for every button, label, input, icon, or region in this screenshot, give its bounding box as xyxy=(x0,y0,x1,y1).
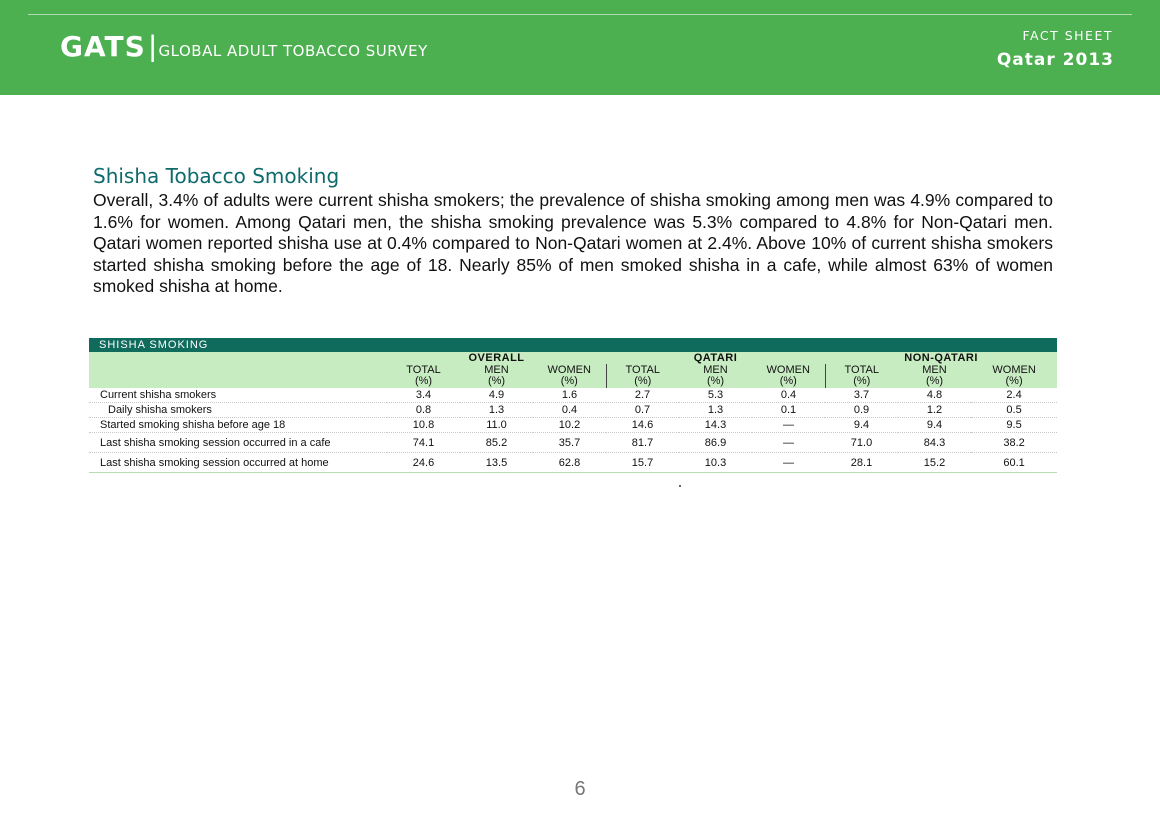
column-header-label: TOTAL xyxy=(406,364,441,376)
table-cell: 9.4 xyxy=(898,418,971,433)
group-header-qatari: QATARI xyxy=(606,352,825,364)
table-cell: 3.4 xyxy=(387,388,460,403)
table-cell: 60.1 xyxy=(971,453,1057,473)
row-label: Last shisha smoking session occurred in a cafe xyxy=(89,433,387,453)
table-cell: 4.9 xyxy=(460,388,533,403)
row-label: Current shisha smokers xyxy=(89,388,387,403)
table-cell: 3.7 xyxy=(825,388,898,403)
column-header-label: WOMEN xyxy=(766,364,810,376)
table-cell: 0.8 xyxy=(387,403,460,418)
column-header-label: TOTAL xyxy=(625,364,660,376)
table-cell: 24.6 xyxy=(387,453,460,473)
column-header-unit: (%) xyxy=(414,375,433,387)
table-cell: 81.7 xyxy=(606,433,679,453)
table-cell: 15.2 xyxy=(898,453,971,473)
column-header-label: MEN xyxy=(703,364,728,376)
table-cell: 10.3 xyxy=(679,453,752,473)
table-row xyxy=(89,388,1057,403)
subheader-row xyxy=(89,364,1057,388)
table-cell: 14.3 xyxy=(679,418,752,433)
table-cell: 74.1 xyxy=(387,433,460,453)
table-cell: 0.1 xyxy=(752,403,825,418)
column-header-unit: (%) xyxy=(634,375,652,387)
section-body: Overall, 3.4% of adults were current shisha smokers; the prevalence of shisha smoking among men was 4.9% compared to 1.6% for women. Among Qatari men, the shisha smoking prevalence was 5.3% compared to 4.8% for Non-Qatari men. Qatari women reported shisha use at 0.4% compared to Non-Qatari women at 2.4%. Above 10% of current shisha smokers started shisha smoking before the age of 18. Nearly 85% of men smoked shisha in a cafe, while almost 63% of women smoked shisha at home. xyxy=(93,190,1053,297)
logo-subtitle: GLOBAL ADULT TOBACCO SURVEY xyxy=(158,42,428,60)
country-year: Qatar 2013 xyxy=(996,50,1114,70)
column-header xyxy=(606,364,679,388)
section-title: Shisha Tobacco Smoking xyxy=(93,164,340,188)
table-cell: 1.6 xyxy=(533,388,606,403)
stray-mark xyxy=(679,485,681,487)
row-label: Started smoking shisha before age 18 xyxy=(89,418,387,433)
table-title: SHISHA SMOKING xyxy=(89,338,1057,352)
table-cell: 62.8 xyxy=(533,453,606,473)
table-cell: 5.3 xyxy=(679,388,752,403)
gats-logo xyxy=(60,30,428,64)
table-cell: 38.2 xyxy=(971,433,1057,453)
table-cell: — xyxy=(752,433,825,453)
group-header-blank xyxy=(89,352,387,364)
column-header-unit: (%) xyxy=(487,375,506,387)
table-cell: — xyxy=(752,453,825,473)
table-cell: 86.9 xyxy=(679,433,752,453)
table-cell: 2.4 xyxy=(971,388,1057,403)
table-cell: 2.7 xyxy=(606,388,679,403)
column-header-unit: (%) xyxy=(779,375,797,387)
table-cell: 0.4 xyxy=(533,403,606,418)
column-header-unit: (%) xyxy=(853,375,871,387)
column-header xyxy=(533,364,606,388)
column-header xyxy=(825,364,898,388)
table-cell: 35.7 xyxy=(533,433,606,453)
column-header-unit: (%) xyxy=(560,375,578,387)
table-cell: — xyxy=(752,418,825,433)
column-header-unit: (%) xyxy=(1005,375,1023,387)
column-header-label: WOMEN xyxy=(547,364,591,376)
row-label: Last shisha smoking session occurred at home xyxy=(89,453,387,473)
subheader-blank xyxy=(89,364,387,388)
column-header-label: MEN xyxy=(922,364,947,376)
group-header-non-qatari: NON-QATARI xyxy=(825,352,1057,364)
header-rule xyxy=(28,14,1132,15)
column-header-unit: (%) xyxy=(925,375,944,387)
table-cell: 9.5 xyxy=(971,418,1057,433)
table-row xyxy=(89,418,1057,433)
header-banner xyxy=(0,0,1160,95)
table-cell: 14.6 xyxy=(606,418,679,433)
column-header-label: MEN xyxy=(484,364,509,376)
shisha-table xyxy=(89,338,1057,473)
column-header xyxy=(387,364,460,388)
table-cell: 9.4 xyxy=(825,418,898,433)
column-header-unit: (%) xyxy=(706,375,725,387)
table-body xyxy=(89,388,1057,473)
column-header xyxy=(679,364,752,388)
table-row xyxy=(89,453,1057,473)
column-header xyxy=(971,364,1057,388)
group-header-overall: OVERALL xyxy=(387,352,606,364)
table-cell: 10.8 xyxy=(387,418,460,433)
table-cell: 13.5 xyxy=(460,453,533,473)
logo-main: GATS xyxy=(60,30,146,63)
table-row xyxy=(89,433,1057,453)
column-header-label: TOTAL xyxy=(844,364,879,376)
row-label: Daily shisha smokers xyxy=(89,403,387,418)
table-cell: 1.2 xyxy=(898,403,971,418)
table-cell: 28.1 xyxy=(825,453,898,473)
column-header xyxy=(752,364,825,388)
table-cell: 0.9 xyxy=(825,403,898,418)
table-cell: 10.2 xyxy=(533,418,606,433)
table-cell: 1.3 xyxy=(460,403,533,418)
table-cell: 85.2 xyxy=(460,433,533,453)
table-cell: 11.0 xyxy=(460,418,533,433)
table-cell: 0.5 xyxy=(971,403,1057,418)
table-cell: 1.3 xyxy=(679,403,752,418)
fact-sheet-label: FACT SHEET xyxy=(1022,28,1113,43)
column-header-label: WOMEN xyxy=(992,364,1036,376)
table-row xyxy=(89,403,1057,418)
table-cell: 4.8 xyxy=(898,388,971,403)
logo-divider: | xyxy=(148,30,157,63)
column-header xyxy=(460,364,533,388)
table-cell: 0.4 xyxy=(752,388,825,403)
page-number: 6 xyxy=(574,778,586,800)
column-header xyxy=(898,364,971,388)
table-cell: 84.3 xyxy=(898,433,971,453)
table-cell: 15.7 xyxy=(606,453,679,473)
table-cell: 71.0 xyxy=(825,433,898,453)
table-cell: 0.7 xyxy=(606,403,679,418)
